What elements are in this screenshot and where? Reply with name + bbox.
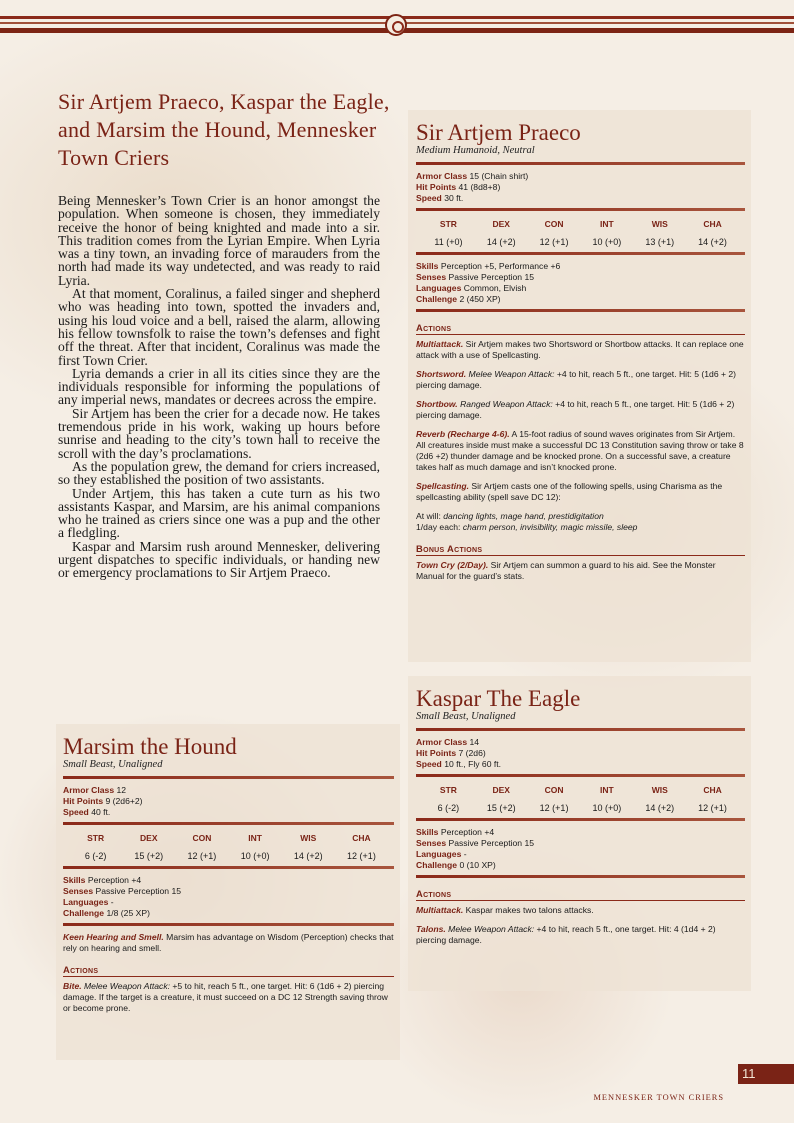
action: Shortbow. Ranged Weapon Attack: +4 to hit, reach 5 ft., one target. Hit: 5 (1d6 + 2) piercing damage. [416,399,735,420]
action: Multiattack. Kaspar makes two talons attacks. [416,905,594,915]
body-text [58,194,380,580]
senses: Senses Passive Perception 15 [63,886,182,896]
divider [416,875,745,878]
hit-points: Hit Points 9 (2d6+2) [63,796,143,806]
page-title: Sir Artjem Praeco, Kaspar the Eagle, and Marsim the Hound, Mennesker Town Criers [58,89,390,170]
ability-scores: STR 6 (-2) DEX 15 (+2) CON 12 (+1) INT 10 (+0) WIS 14 (+2) CHA 12 (+1) [84,833,376,861]
challenge: Challenge 0 (10 XP) [416,860,496,870]
armor-class: Armor Class 14 [416,737,480,747]
divider [63,923,394,926]
divider [416,162,745,165]
paragraph: Kaspar and Marsim rush around Mennesker, delivering urgent dispatches to specific individuals, or handing new or emergency proclamations to Sir Artjem Praeco. [58,538,380,581]
languages: Languages Common, Elvish [416,283,527,293]
skills: Skills Perception +4 [416,827,495,837]
paragraph: At that moment, Coralinus, a failed singer and shepherd who was heading into town, spotted the invaders and, using his loud voice and a bell, raised the alarm, allowing his fellow townsfolk to raise the town’s defenses and fight off the threat. After that incident, Coralinus was made the first Town Crier. [58,286,380,368]
divider [63,822,394,825]
paragraph: Sir Artjem has been the crier for a decade now. He takes tremendous pride in his work, waking up hours before sunrise and heading to the city’s town hall to receive the scroll with the day’s proclamations. [58,405,380,461]
action: Multiattack. Sir Artjem makes two Shortsword or Shortbow attacks. It can replace one attack with a use of Spellcasting. [416,339,744,360]
paragraph: Being Mennesker’s Town Crier is an honor amongst the population. When someone is chosen, they immediately receive the honor of being knighted and made into a sir. This tradition comes from the Lyrian Empire. When Lyria was a tiny town, an invading force of marauders from the north had made its way undetected, and was ready to raid Lyria. [58,193,380,288]
action: Bite. Melee Weapon Attack: +5 to hit, reach 5 ft., one target. Hit: 6 (1d6 + 2) piercing damage. If the target is a creature, it must succeed on a DC 12 Strength saving throw or become prone. [63,981,388,1013]
senses: Senses Passive Perception 15 [416,272,535,282]
statblock-name: Marsim the Hound [63,734,237,759]
hit-points: Hit Points 7 (2d6) [416,748,486,758]
top-border [0,0,794,34]
languages: Languages - [416,849,467,859]
statblock-kaspar [408,676,751,991]
action: Reverb (Recharge 4-6). A 15-foot radius of sound waves originates from Sir Artjem. All creatures inside must make a successful DC 13 Constitution saving throw or take 8 (2d6 +2) thunder damage and be knocked prone. On a successful save, a creature takes half as much damage and isn’t knocked prone. [416,429,744,472]
trait: Keen Hearing and Smell. Marsim has advantage on Wisdom (Perception) checks that rely on hearing and smell. [63,932,394,953]
divider [416,252,745,255]
spells-daily: 1/day each: charm person, invisibility, magic missile, sleep [416,522,638,532]
hit-points: Hit Points 41 (8d8+8) [416,182,501,192]
senses: Senses Passive Perception 15 [416,838,535,848]
action: Shortsword. Melee Weapon Attack: +4 to hit, reach 5 ft., one target. Hit: 5 (1d6 + 2) piercing damage. [416,369,737,390]
speed: Speed 10 ft., Fly 60 ft. [416,759,502,769]
divider [63,776,394,779]
divider [416,774,745,777]
skills: Skills Perception +4 [63,875,142,885]
paragraph: Lyria demands a crier in all its cities since they are the individuals responsible for informing the populations of any imperial news, mandates or decrees across the empire. [58,365,380,408]
languages: Languages - [63,897,114,907]
challenge: Challenge 2 (450 XP) [416,294,501,304]
statblock-type: Small Beast, Unaligned [63,759,163,770]
section-actions: Actions [416,322,745,335]
divider [416,818,745,821]
section-bonus-actions: Bonus Actions [416,543,745,556]
speed: Speed 40 ft. [63,807,111,817]
statblock-marsim [56,724,400,1060]
divider [416,208,745,211]
statblock-type: Medium Humanoid, Neutral [416,145,535,156]
challenge: Challenge 1/8 (25 XP) [63,908,150,918]
statblock-type: Small Beast, Unaligned [416,711,516,722]
statblock-name: Sir Artjem Praeco [416,120,581,145]
bonus-action: Town Cry (2/Day). Sir Artjem can summon a guard to his aid. See the Monster Manual for the guard’s stats. [416,560,716,581]
footer-text: MENNESKER TOWN CRIERS [593,1093,724,1102]
statblock-artjem [408,110,751,662]
paragraph: As the population grew, the demand for criers increased, so they established the position of two assistants. [58,458,380,488]
emblem-icon [385,14,407,36]
section-actions: Actions [63,964,394,977]
paragraph: Under Artjem, this has taken a cute turn as his two assistants Kaspar, and Marsim, are his animal companions who he trained as criers since one was a pup and the other a fledgling. [58,485,380,541]
divider [416,728,745,731]
action: Spellcasting. Sir Artjem casts one of the following spells, using Charisma as the spellcasting ability (spell save DC 12): [416,481,723,502]
ability-scores: STR 6 (-2) DEX 15 (+2) CON 12 (+1) INT 10 (+0) WIS 14 (+2) CHA 12 (+1) [437,785,727,813]
ability-scores: STR 11 (+0) DEX 14 (+2) CON 12 (+1) INT 10 (+0) WIS 13 (+1) CHA 14 (+2) [434,219,727,247]
speed: Speed 30 ft. [416,193,464,203]
spells-at-will: At will: dancing lights, mage hand, prestidigitation [416,511,604,521]
skills: Skills Perception +5, Performance +6 [416,261,561,271]
divider [63,866,394,869]
divider [416,309,745,312]
page-number: 11 [738,1064,794,1084]
section-actions: Actions [416,888,745,901]
statblock-name: Kaspar The Eagle [416,686,581,711]
action: Talons. Melee Weapon Attack: +4 to hit, reach 5 ft., one target. Hit: 4 (1d4 + 2) piercing damage. [416,924,716,945]
armor-class: Armor Class 12 [63,785,127,795]
armor-class: Armor Class 15 (Chain shirt) [416,171,529,181]
